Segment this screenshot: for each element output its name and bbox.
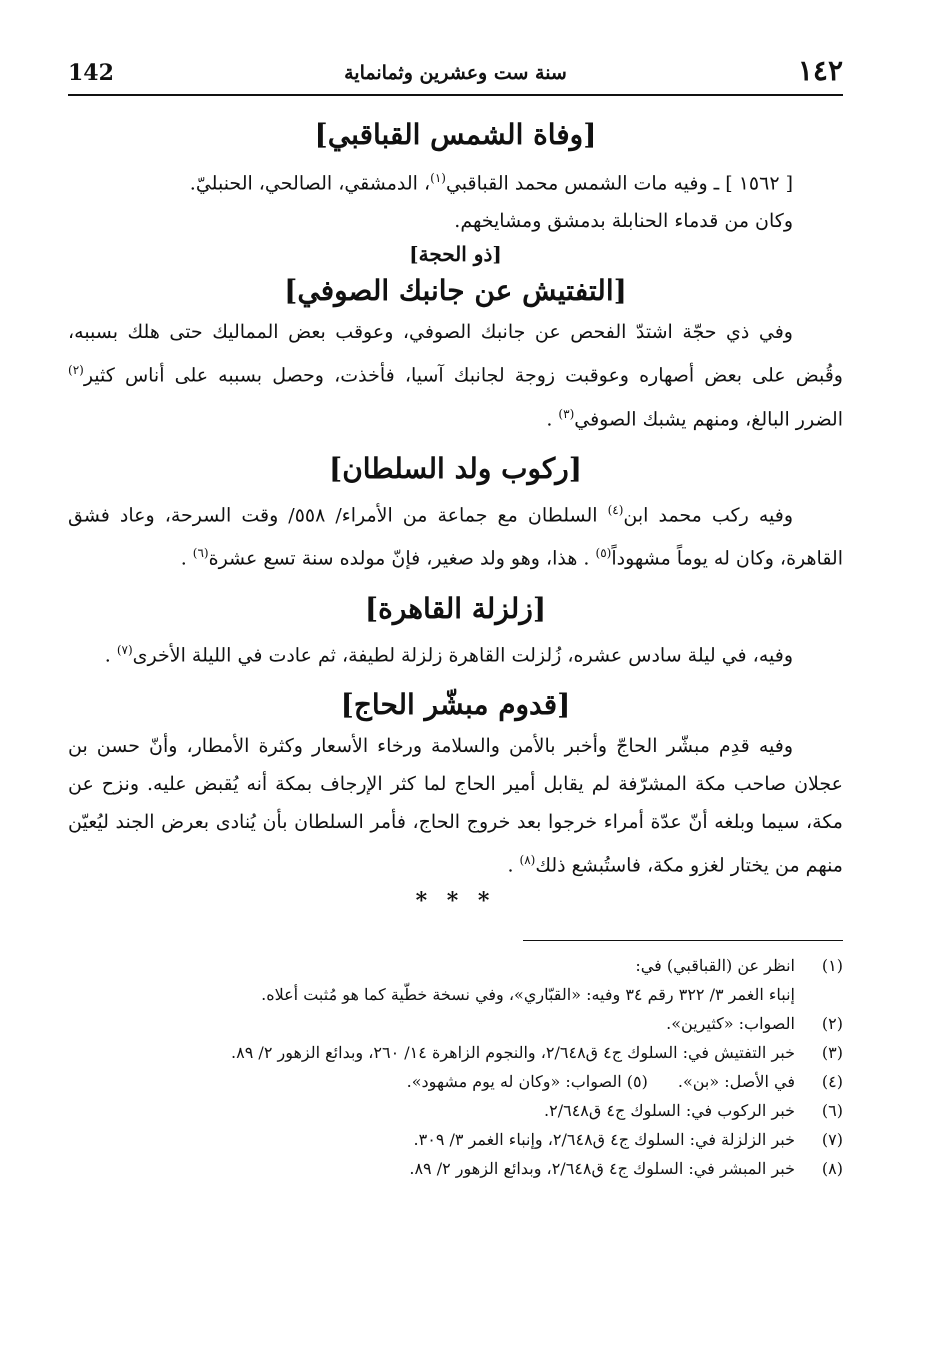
- footnote-3: (٣) خبر التفتيش في: السلوك ج٤ ق٢/٦٤٨، والنجوم الزاهرة ١٤/ ٢٦٠، وبدائع الزهور ٢/ ٨٩.: [231, 1043, 843, 1063]
- footnote-6: (٦) خبر الركوب في: السلوك ج٤ ق٢/٦٤٨.: [544, 1101, 843, 1121]
- paragraph-taftish: وفي ذي حجّة اشتدّ الفحص عن جانبك الصوفي، وعوقب بعض المماليك حتى هلك بسببه، وقُبض على بعض أصهاره وعوقبت زوجة لجانبك آسيا، فأخذت، وحصل بسببه على أناس كثير$^{(٢)}$ الضرر البالغ، ومنهم يشبك الصوفي$^{(٣)}$ .: [68, 321, 843, 430]
- footnote-7: (٧) خبر الزلزلة في: السلوك ج٤ ق٢/٦٤٨، وإنباء الغمر ٣/ ٣٠٩.: [413, 1130, 843, 1150]
- section-title-mubashir: [قدوم مبشّر الحاج]: [340, 687, 571, 721]
- section-separator-stars: * * *: [415, 888, 496, 915]
- page-number-latin: 142: [68, 60, 114, 86]
- footnote-1-cont: إنباء الغمر ٣/ ٣٢٢ رقم ٣٤ وفيه: «القبّاري»، وفي نسخة خطّية كما هو مُثبت أعلاه.: [261, 985, 795, 1005]
- footnote-ref-2[interactable]: (٢): [68, 363, 84, 378]
- footnote-5: (٥) الصواب: «وكان له يوم مشهود».: [406, 1072, 648, 1092]
- footnote-ref-3[interactable]: (٣): [558, 406, 575, 421]
- section-title-taftish: [التفتيش عن جانبك الصوفي]: [284, 274, 627, 308]
- footnote-ref-7[interactable]: (٧): [116, 642, 133, 657]
- footnotes: [68, 951, 843, 1183]
- footnote-ref-4[interactable]: (٤): [607, 502, 624, 517]
- footnote-2: (٢) الصواب: «كثيرين».: [666, 1014, 843, 1034]
- footnote-ref-6[interactable]: (٦): [192, 546, 209, 561]
- paragraph-zalzala: وفيه، في ليلة سادس عشره، زُلزلت القاهرة زلزلة لطيفة، ثم عادت في الليلة الأخرى$^{(٧)}$ .: [104, 642, 793, 666]
- document-page: [68, 50, 843, 1183]
- section-title-rukub: [ركوب ولد السلطان]: [328, 451, 583, 485]
- page-number-arabic: ١٤٢: [797, 54, 843, 87]
- paragraph-rukub: وفيه ركب محمد ابن$^{(٤)}$ السلطان مع جماعة من الأمراء/ ٥٥٨/ وقت السرحة، وعاد فشق القاهرة، وكان له يوماً مشهوداً$^{(٥)}$ . هذا، وهو ولد صغير، فإنّ مولده سنة تسع عشرة$^{(٦)}$ .: [68, 502, 843, 570]
- footnote-ref-8[interactable]: (٨): [519, 852, 536, 867]
- footnote-ref-5[interactable]: (٥): [595, 546, 612, 561]
- section-title-zalzala: [زلزلة القاهرة]: [364, 591, 547, 625]
- month-title: [ذو الحجة]: [409, 242, 502, 267]
- page-header: [68, 50, 843, 96]
- paragraph-qabaqibi: [ ١٥٦٢ ] ـ وفيه مات الشمس محمد القباقبي$^{(١)}$، الدمشقي، الصالحي، الحنبليّ.: [189, 171, 793, 195]
- footnote-ref-1[interactable]: (١): [430, 171, 446, 185]
- paragraph-qabaqibi-2: وكان من قدماء الحنابلة بدمشق ومشايخهم.: [454, 210, 793, 233]
- running-title: سنة ست وعشرين وثمانماية: [344, 62, 567, 84]
- footnote-8: (٨) خبر المبشر في: السلوك ج٤ ق٢/٦٤٨، وبدائع الزهور ٢/ ٨٩.: [409, 1159, 843, 1179]
- section-title-qabaqibi: [وفاة الشمس القباقبي]: [314, 118, 597, 151]
- paragraph-mubashir: وفيه قدِم مبشّر الحاجّ وأخبر بالأمن والسلامة ورخاء الأسعار وكثرة الأمطار، وأنّ حسن بن عجلان صاحب مكة المشرّفة لم يقابل أمير الحاج لما كثر الإرجاف بمكة أنه يُقبض عليه. ونزح عن مكة، سيما وبلغه أنّ عدّة أمراء خرجوا بعد خروج الحاج، فأمر السلطان بأن يُنادى بعرض الجند ليُعيّن منهم من يختار لغزو مكة، فاستُبشع ذلك$^{(٨)}$ .: [68, 734, 843, 877]
- footnote-1: (١) انظر عن (القباقبي) في:: [635, 956, 843, 976]
- footnote-4-5: (٤) في الأصل: «بن». (٥) الصواب: «وكان له يوم مشهود».: [68, 1067, 843, 1096]
